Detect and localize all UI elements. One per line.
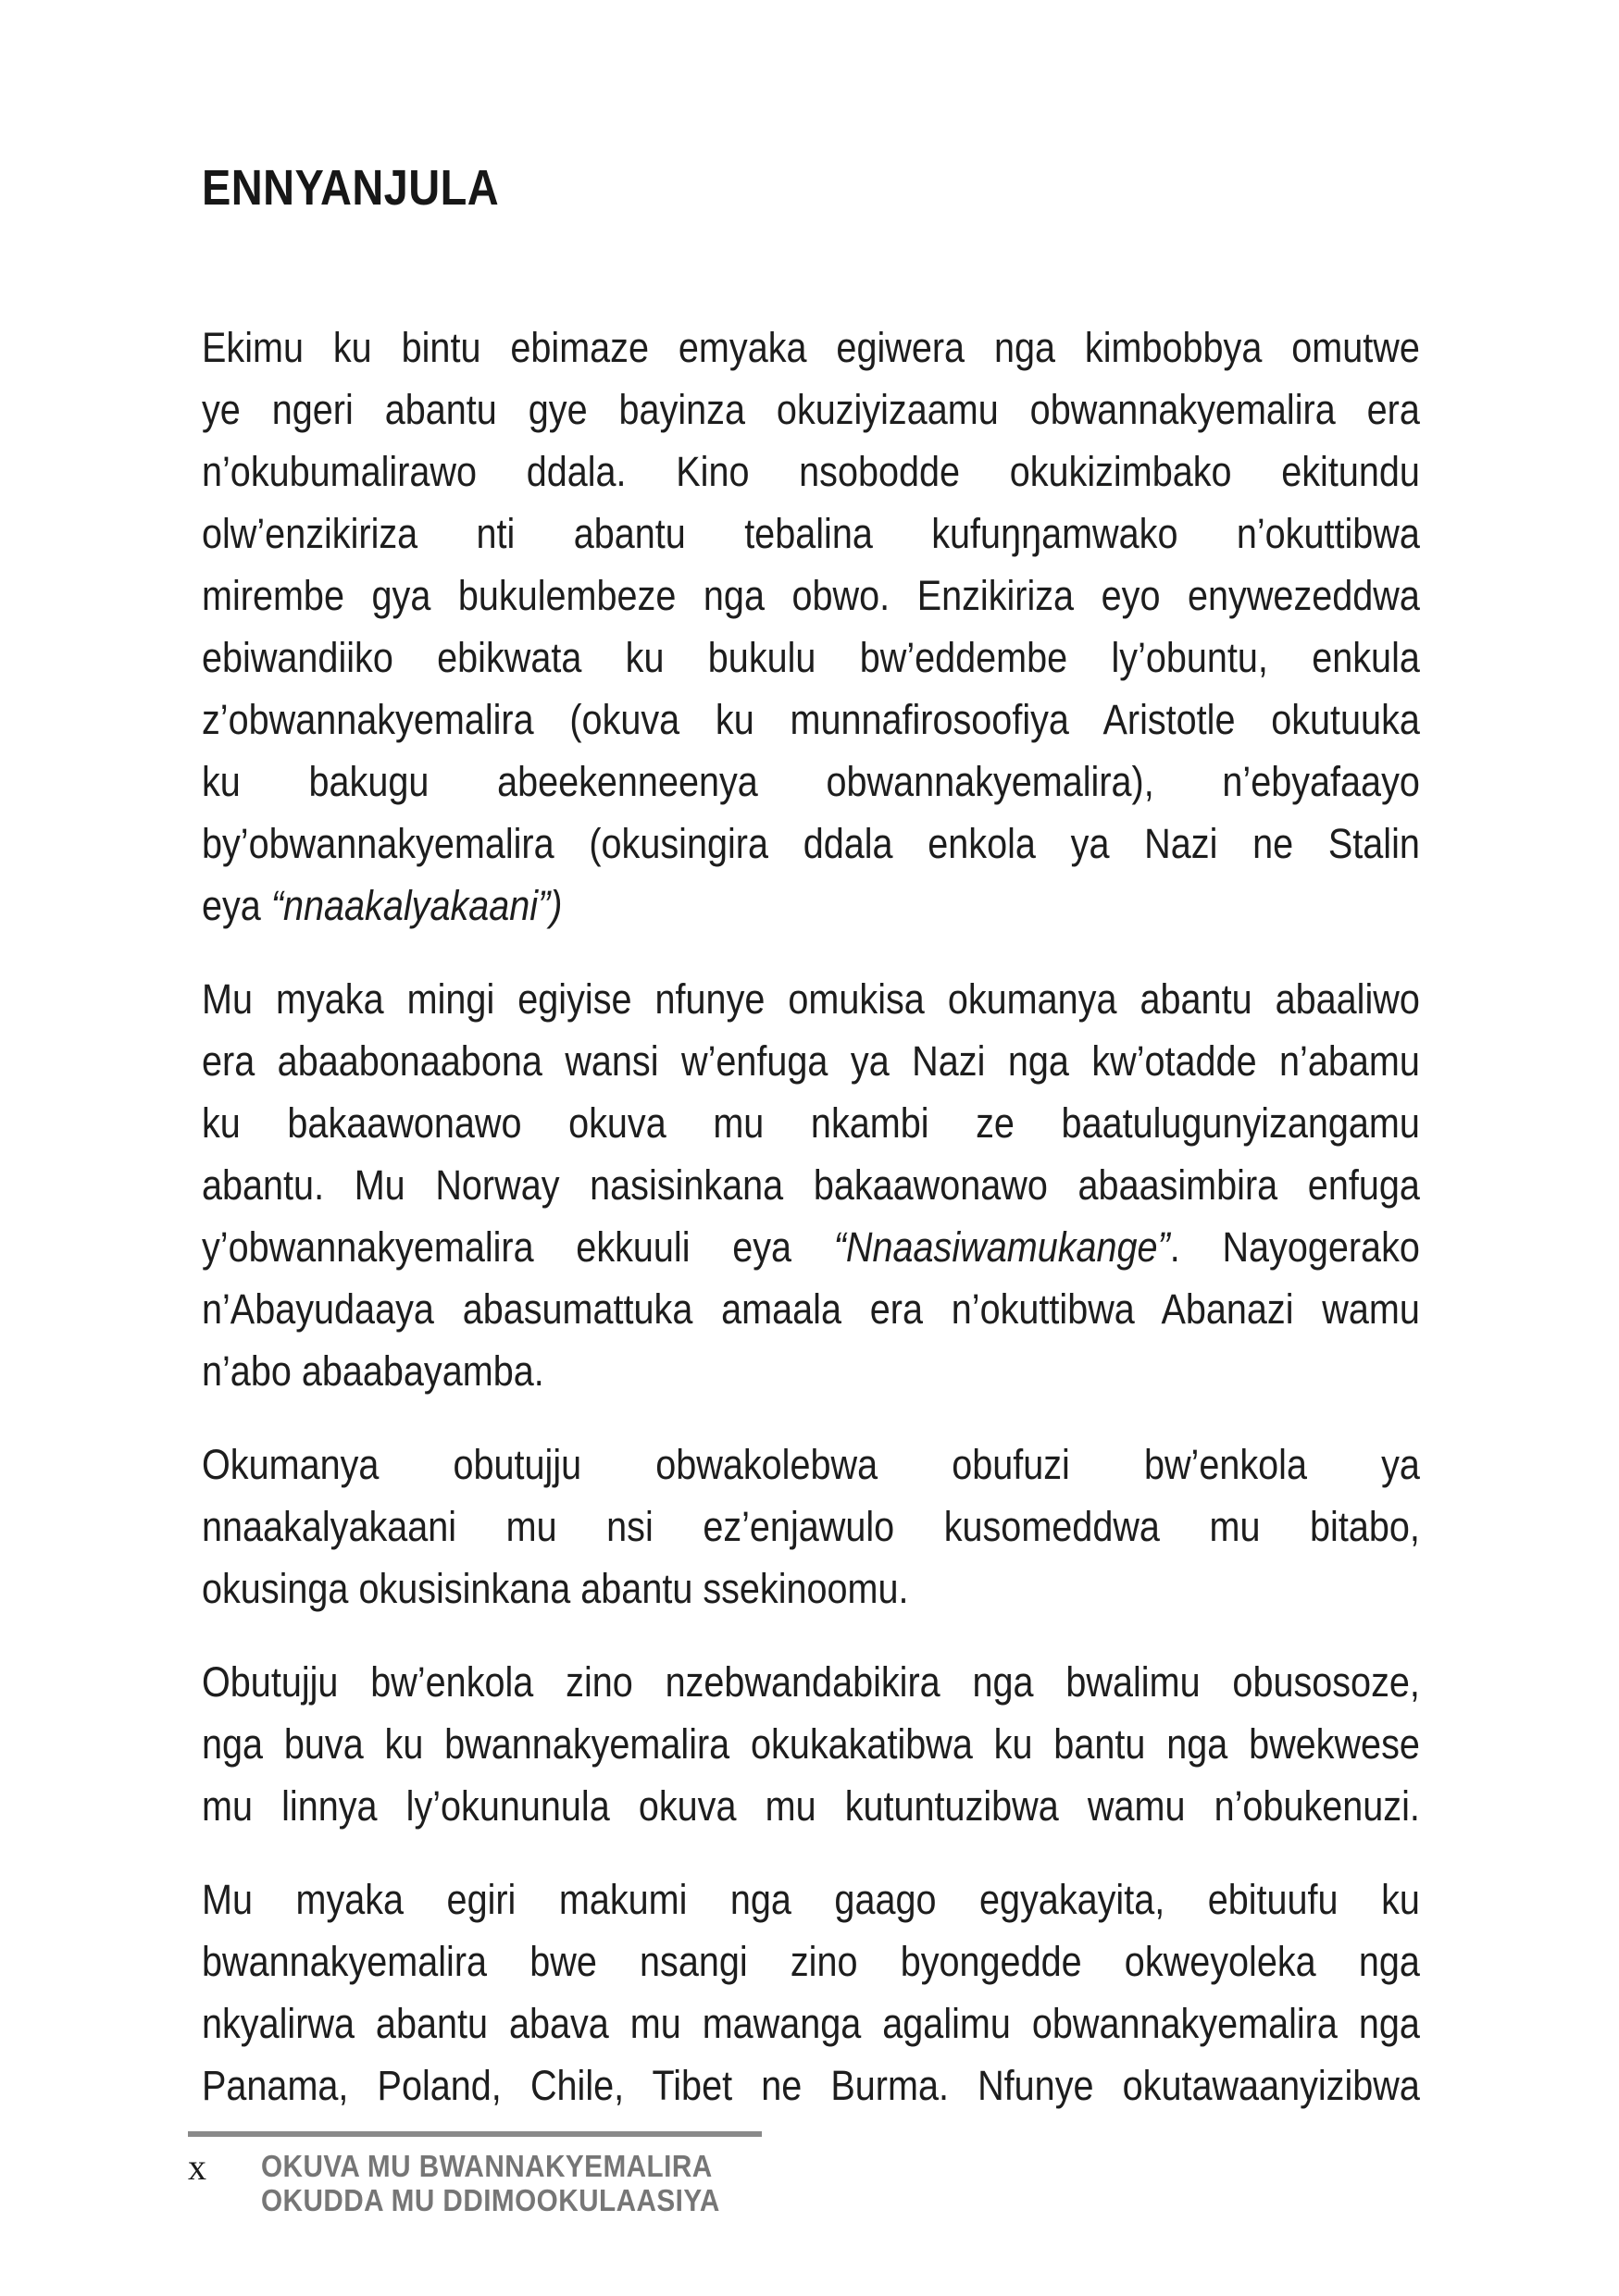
text-line: mirembe gya bukulembeze nga obwo. Enzikiriza eyo enywezeddwa [202, 572, 1420, 619]
italic-text-segment: “nnaakalyakaani”) [270, 882, 563, 929]
footer-rule [188, 2131, 762, 2137]
text-line: Obutujju bw’enkola zino nzebwandabikira nga bwalimu obusosoze, [202, 1658, 1420, 1706]
text-line: Mu myaka egiri makumi nga gaago egyakayita, ebituufu ku [202, 1876, 1420, 1923]
paragraph [202, 968, 1420, 1402]
text-line: n’abo abaabayamba. [202, 1347, 544, 1395]
body-text-block [202, 316, 1420, 2116]
text-line: n’okubumalirawo ddala. Kino nsobodde okukizimbako ekitundu [202, 448, 1420, 495]
text-line [202, 875, 1420, 937]
text-segment: eya [202, 882, 271, 929]
text-line [202, 1216, 1420, 1278]
chapter-heading-text: ENNYANJULA [202, 160, 500, 216]
text-line: okusinga okusisinkana abantu ssekinoomu. [202, 1565, 909, 1612]
paragraph [202, 1651, 1420, 1837]
paragraph [202, 316, 1420, 937]
text-line: ku bakaawonawo okuva mu nkambi ze baatulugunyizangamu [202, 1099, 1420, 1147]
chapter-heading [202, 160, 1420, 216]
text-line: Mu myaka mingi egiyise nfunye omukisa okumanya abantu abaaliwo [202, 975, 1420, 1023]
text-line: olw’enzikiriza nti abantu tebalina kufuŋŋamwako n’okuttibwa [202, 510, 1420, 557]
paragraph [202, 1868, 1420, 2116]
text-line: Okumanya obutujju obwakolebwa obufuzi bw’enkola ya [202, 1441, 1420, 1488]
text-line: ebiwandiiko ebikwata ku bukulu bw’eddembe ly’obuntu, enkula [202, 634, 1420, 681]
text-line: bwannakyemalira bwe nsangi zino byongedde okweyoleka nga [202, 1938, 1420, 1985]
book-title-line: OKUDDA MU DDIMOOKULAASIYA [261, 2183, 720, 2217]
book-title-footer [261, 2149, 720, 2217]
italic-text-segment: “Nnaasiwamukange” [833, 1223, 1170, 1271]
text-line: n’Abayudaaya abasumattuka amaala era n’okuttibwa Abanazi wamu [202, 1285, 1420, 1333]
text-line: era abaabonaabona wansi w’enfuga ya Nazi nga kw’otadde n’abamu [202, 1037, 1420, 1085]
text-segment: . Nayogerako [1169, 1223, 1420, 1271]
text-line: z’obwannakyemalira (okuva ku munnafirosoofiya Aristotle okutuuka [202, 696, 1420, 743]
text-line: nga buva ku bwannakyemalira okukakatibwa ku bantu nga bwekwese [202, 1720, 1420, 1768]
text-line: ku bakugu abeekenneenya obwannakyemalira), n’ebyafaayo [202, 758, 1420, 805]
text-line: mu linnya ly’okununula okuva mu kutuntuzibwa wamu n’obukenuzi. [202, 1782, 1420, 1830]
paragraph [202, 1433, 1420, 1620]
book-title-line: OKUVA MU BWANNAKYEMALIRA [261, 2149, 713, 2183]
text-line: abantu. Mu Norway nasisinkana bakaawonawo abaasimbira enfuga [202, 1161, 1420, 1209]
page-number: x [188, 2146, 206, 2188]
text-line: nnaakalyakaani mu nsi ez’enjawulo kusomeddwa mu bitabo, [202, 1503, 1420, 1550]
page-content [202, 160, 1420, 2116]
text-line: ye ngeri abantu gye bayinza okuziyizaamu obwannakyemalira era [202, 386, 1420, 433]
text-line: nkyalirwa abantu abava mu mawanga agalimu obwannakyemalira nga [202, 2000, 1420, 2047]
text-line: Ekimu ku bintu ebimaze emyaka egiwera nga kimbobbya omutwe [202, 324, 1420, 371]
text-line: Panama, Poland, Chile, Tibet ne Burma. Nfunye okutawaanyizibwa [202, 2062, 1420, 2109]
text-segment: y’obwannakyemalira ekkuuli eya [202, 1223, 834, 1271]
text-line: by’obwannakyemalira (okusingira ddala enkola ya Nazi ne Stalin [202, 820, 1420, 867]
